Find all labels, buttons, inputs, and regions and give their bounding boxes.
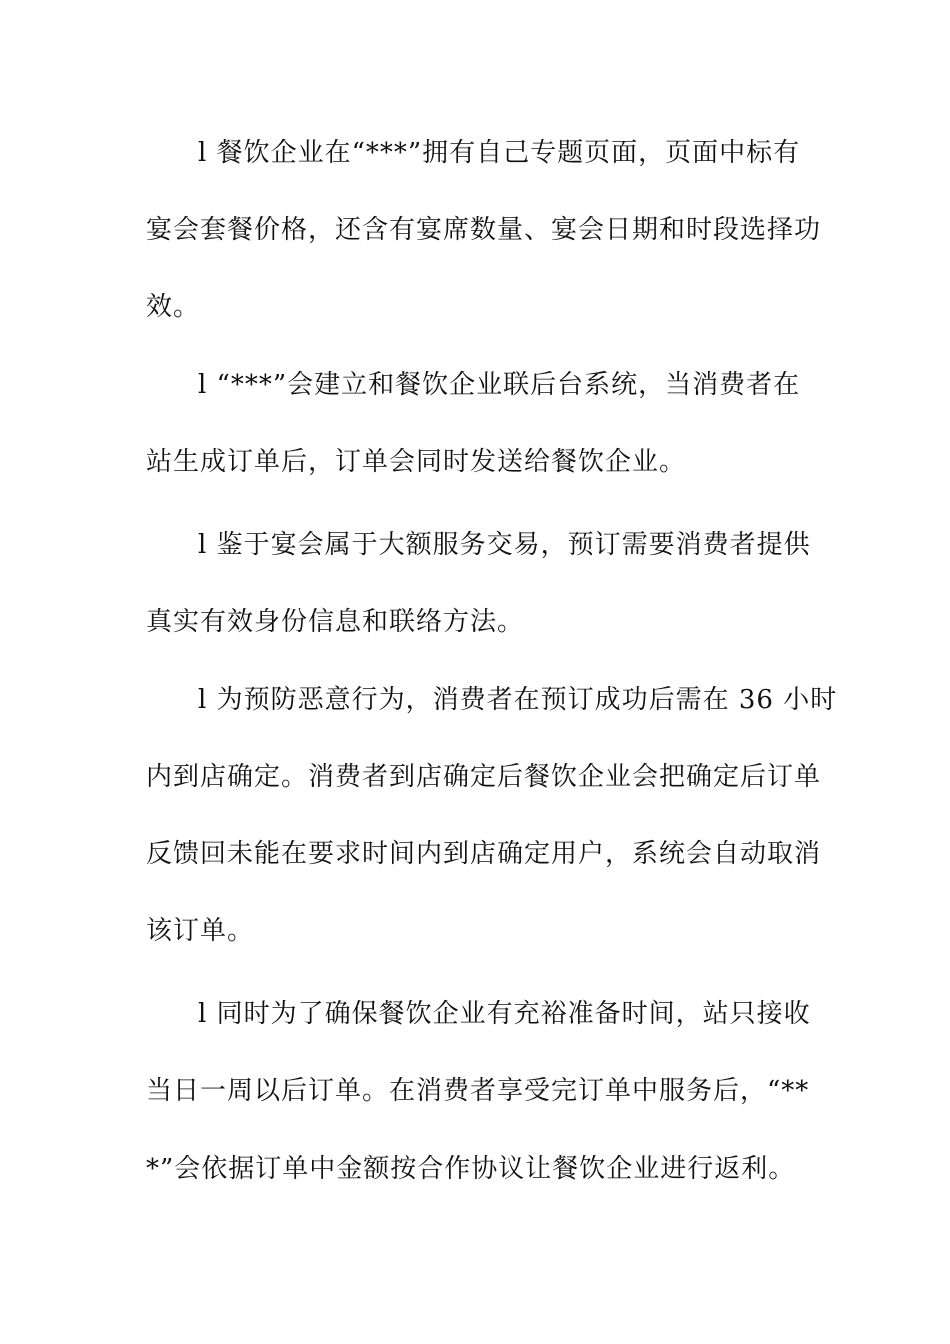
paragraph-1-line-3: 效。 — [146, 292, 201, 322]
paragraph-2-line-2: 站生成订单后，订单会同时发送给餐饮企业。 — [146, 447, 687, 477]
paragraph-4-line-4: 该订单。 — [146, 916, 255, 946]
paragraph-4-line-3: 反馈回未能在要求时间内到店确定用户，系统会自动取消 — [146, 839, 822, 869]
paragraph-1-line-2: 宴会套餐价格，还含有宴席数量、宴会日期和时段选择功 — [146, 215, 822, 245]
paragraph-5-line-1: l 同时为了确保餐饮企业有充裕准备时间，站只接收 — [198, 999, 811, 1029]
paragraph-5-line-3: *”会依据订单中金额按合作协议让餐饮企业进行返利。 — [146, 1154, 796, 1184]
paragraph-2-line-1: l “***”会建立和餐饮企业联后台系统，当消费者在 — [198, 370, 801, 400]
paragraph-4-line-2: 内到店确定。消费者到店确定后餐饮企业会把确定后订单 — [146, 762, 822, 792]
paragraph-4-line-1: l 为预防恶意行为，消费者在预订成功后需在 36 小时 — [198, 685, 838, 715]
paragraph-3-line-1: l 鉴于宴会属于大额服务交易，预订需要消费者提供 — [198, 530, 811, 560]
paragraph-5-line-2: 当日一周以后订单。在消费者享受完订单中服务后，“** — [146, 1076, 810, 1106]
paragraph-1-line-1: l 餐饮企业在“***”拥有自己专题页面，页面中标有 — [198, 138, 801, 168]
paragraph-3-line-2: 真实有效身份信息和联络方法。 — [146, 607, 525, 637]
